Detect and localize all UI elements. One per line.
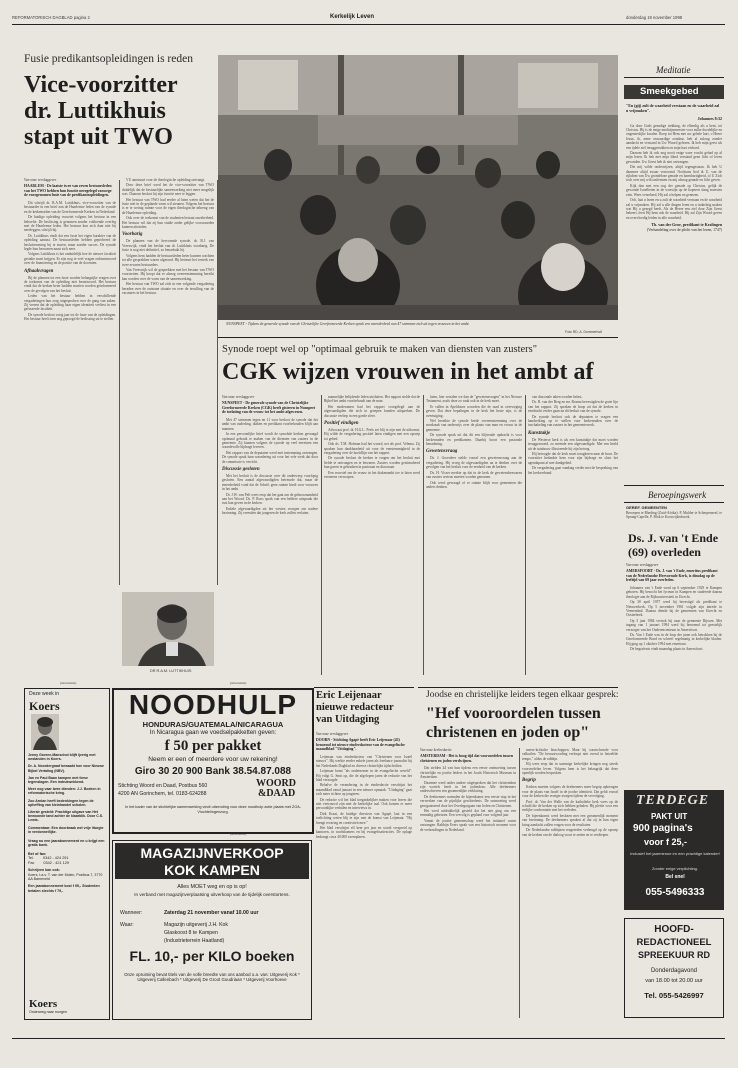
noodhulp-line-1: In Nicaragua gaan we voedselpakketten geven: bbox=[149, 730, 277, 736]
vicevoorzitter-subhead: Afhaakvragen bbox=[24, 268, 54, 274]
meditatie-signature: Th. van der Groe, predikant te Kralingen bbox=[651, 222, 722, 228]
hoofdredactie-title-3: SPREEKUUR RD bbox=[637, 950, 710, 960]
joodse-headline-1: "Hef vooroordelen tussen bbox=[426, 705, 601, 722]
meditatie-label: Meditatie bbox=[656, 65, 691, 75]
magazijn-adv-tag: (advertentie) bbox=[230, 832, 247, 836]
cgk-column-4: van diaconale taken worden belast. Ds. R. van der Berg en mr. Bosma bevestigden de grote lijn van het rapport. Zij spraken de hoop uit dat de kerken in eendracht verder gaan na dit besluit van de synode. De synode besloot ook de deputaten te vragen een handreiking op te stellen voor kerkenraden over de inschakeling van zusters in het gemeentewerk. Kunsttakje De Westerse kerk is als een kunsttakje dat moet worden teruggesnoeid, zo meende een afgevaardigde. Met een beeld uit de tuinbouw illustreerde hij zijn betoog. Hij betoogde dat de kerk moet terugkeren naar de bron. De voorzitter bedankte hem voor zijn bijdrage en sloot het agendapunt af met dankgebed. De vergadering gaat vandaag verder met de bespreking van het kerkverband. bbox=[528, 395, 618, 475]
beroepingswerk-label: Beroepingswerk bbox=[648, 490, 707, 500]
magazijn-where-1: Magazijn uitgeverij J.H. Kok bbox=[164, 922, 229, 928]
masthead-date: donderdag 19 november 1998 bbox=[626, 15, 683, 20]
koers-fax-label: Fax bbox=[28, 860, 35, 865]
cgk-column-3: laten, hier vertalen we dan de "gewetensvragen" in het Nieuwe Testament, zoals deze zo vaak ook in de kerk moet. Er vallen in Apeldoorn woorden die de raad in overweging geven. Dat deze bepalingen in de kerk het beste zijn, is de overtuiging. Wel bereikte de synode brede overeenstemming over de noodzaak van onderwijs over de plaats van man en vrouw in de gemeente. De synode sprak uit dat dit een blijvende opdracht is voor kerkenraden en predikanten. Daarbij hoort een pastorale benadering. Gewetensvraag Ds. J. Groenleer stelde vooraf een gewetensvraag aan de vergadering. Hij vroeg de afgevaardigden na te denken over de gevolgen van het besluit voor de eenheid van de kerken. Ds. H. Visser merkte op dat in de kerk de gewetensbezwaren van zusters serieus moeten worden genomen. Ook werd gevraagd of er ruimte blijft voor gemeenten die anders denken. bbox=[426, 395, 522, 489]
terdege-phone[interactable]: 055-5496333 bbox=[645, 887, 705, 898]
koers-items bbox=[28, 753, 106, 893]
cgk-byline: Van onze verslaggever bbox=[222, 395, 255, 399]
cgk-lead: NUNSPEET - De generale synode van de Christelijke Gereformeerde Kerken (CGK) heeft gisteren in Nunspeet de toelating van de vrouw tot het ambt afgewezen. bbox=[222, 401, 316, 415]
jan-ende-lead: AMERSFOORT - Ds. J. van 't Ende, emeritus predikant van de Nederlandse Hervormde Kerk, is dinsdag op de leeftijd van 69 jaar overleden. bbox=[626, 569, 718, 583]
jan-ende-headline: Ds. J. van 't Ende (69) overleden bbox=[628, 531, 719, 559]
vicevoorzitter-byline: Van onze verslaggever bbox=[24, 178, 57, 182]
leijenaar-lead: DOORN - Stichting Agapè heeft Eric Leijenaar (43) benoemd tot nieuwe eindredacteur van de evangelische maandblad "Uitdaging". bbox=[316, 738, 405, 752]
terdege-line-1: PAKT UIT bbox=[651, 812, 688, 821]
magazijn-title-1: MAGAZIJNVERKOOP bbox=[140, 845, 284, 861]
hoofdredactie-line-1: Donderdagavond bbox=[650, 968, 698, 974]
meditatie-verse: "En (gij) zult de waarheid verstaan en de waarheid zal u vrijmaken". bbox=[626, 103, 720, 113]
leijenaar-byline: Van onze verslaggever bbox=[316, 732, 349, 736]
meditatie-title: Smeekgebed bbox=[640, 86, 699, 97]
noodhulp-address-1: Stichting Woord en Daad, Postbus 560 bbox=[118, 783, 208, 789]
vicevoorzitter-lead: HAARLEM - De laatste twee van zeven bestuursleden van het TWO hebben hun functie neergelegd vanwege de voorgenomen fusie van de predikantsopleidingen. bbox=[24, 184, 112, 198]
koers-phone[interactable]: 0342 - 424 291 bbox=[42, 856, 69, 861]
leijenaar-headline-2: nieuwe redacteur bbox=[316, 702, 394, 713]
terdege-line-6: Bel snel bbox=[665, 874, 685, 880]
magazijn-where-2: Glaskoost 8 te Kampen bbox=[164, 930, 218, 936]
cgk-kicker: Synode roept wel op "optimaal gebruik te maken van diensten van zusters" bbox=[222, 344, 538, 355]
terdege-line-2: 900 pagina's bbox=[633, 823, 693, 834]
noodhulp-price: f 50 per pakket bbox=[164, 738, 262, 754]
koers-contact-label: Bel of fax: bbox=[28, 851, 47, 856]
terdege-title: TERDEGE bbox=[636, 793, 710, 808]
meditatie-body: "En (gij) zult de waarheid verstaan en de waarheid zal u vrijmaken". Johannes 8:32 Ga door Gods genadige trekking, de ellendig als u bent, tot Christus. Hij is de enige medicijnmeester voor zulke doodelijke en ongeneeslijke kwalen. Roep tot Hem met uw gehele hart, o Heere Jezus, ik, arme onwaardige zondaar, heb al zulong zonder aandacht en verstand in Uw Woord gelezen. Ik heb mijn geest als een ijdele ziel teruggetrokken en mijn hart verhard. Daarom heb ik ook nog nooit enige ware vrucht gehad op al mijn lezen. Ik heb met mijn blind verstand geen licht of leven gevonden. Uw Geest heb ik niet ontvangen. Die mij wilde onderwijzen, altijd tegengestaan. Ik heb U daarmee altijd zwaar vertoornd. Nochtans lied ik U, van de rijkdom van Uw grondeloze genade en barmhartigheid, of U Zich toch over mij wilt ontfermen en mij alsnog genade en licht geven. Kijk dan met een oog der genade op Christus, gelijk de gewonde Israëlieten in de woestijn op de koperen slang moesten zien. Wees verzekerd, Hij zal u helpen en genezen. Och, laat u lezen en u zult de waarheid verstaan en de waarheid zal u vrijmaken. Hij zal u alle dingen leren en u indachtig maken wat Hij u gezegd heeft. Als de Heere een ziel door Zijn Geest bekeert, leert Hij hem ook de waarheid. Hij zal Zijn Woord geven en overvloedig leiden in alle waarheid. Th. van der Groe, predikant te Kralingen (Verhandeling over de plicht van het lezen, 1747) bbox=[626, 103, 722, 232]
magazijn-line-1: Alles MOET weg en op is op! bbox=[177, 884, 247, 890]
vicevoorzitter-column-2: VU aanstuurt voor de theologische opleiding ontvangt. Door deze brief werd het de vice-voorzitter van TWO duidelijk dat de bestuurlijke samenwerking niet meer mogelijk was. Daarom besloot hij zijn functie neer te leggen. Het bestuur van TWO had eerder al laten weten dat het de fusie niet in de geplande vorm wil steunen. Volgens het bestuur is er te weinig ruimte voor de eigen theologische inbreng van de Haarlemse opleiding. Ook over de toekomst van de studenten bestaat onzekerheid. Het bestuur wil dat zij hun studie onder gelijke voorwaarden kunnen afronden. Voorbarig De plannen van de hervormde synode, dr. B.J. van Vreeswijk, vindt het besluit van dr. Luttikhuis voorbarig. De fusie is nog niet definitief, zo benadrukt hij. Volgens hem hadden de bestuursleden beter kunnen wachten tot alle gesprekken waren afgerond. Hij betreurt het vertrek van twee ervaren bestuurders. Van Vreeswijk wil de gesprekken met het bestuur van TWO voortzetten. Hij hoopt dat er alsnog overeenstemming bereikt kan worden over de vorm van de samenwerking. Het bestuur van TWO zal zich in een volgende vergadering beraden over de ontstane situatie en over de invulling van de vacatures in het bestuur. bbox=[122, 178, 214, 295]
magazijn-when: Zaterdag 21 november vanaf 10.00 uur bbox=[164, 910, 259, 916]
vicevoorzitter-headline-3: stapt uit TWO bbox=[24, 124, 173, 150]
noodhulp-giro[interactable]: Giro 30 20 900 Bank 38.54.87.088 bbox=[134, 766, 292, 777]
koers-title-2: Koers bbox=[29, 699, 60, 713]
koers-write-text: Koers, t.a.v. T. van der Molen, Postbus 7, 3770 AA Barneveld bbox=[28, 872, 103, 882]
jan-ende-byline: Van onze verslaggever bbox=[626, 563, 659, 567]
cgk-subhead-3: Gewetensvraag bbox=[426, 449, 458, 455]
koers-item-3: Jan en Paul Baan kampen met forse tegenslagen. Een indrukwekkend. bbox=[28, 775, 88, 785]
joodse-lead: AMSTERDAM - Het is hoog tijd dat vooroordelen tussen christenen en joden verdwijnen. bbox=[420, 754, 513, 763]
cgk-subhead-1: Discussie gesloten bbox=[222, 466, 260, 472]
synode-photo bbox=[218, 55, 618, 320]
joodse-kicker: Joodse en christelijke leiders tegen elkaar gesprek: bbox=[426, 690, 619, 700]
hoofdredactie-title-1: HOOFD- bbox=[654, 924, 694, 935]
magazijn-title-2: KOK KAMPEN bbox=[164, 862, 260, 878]
cgk-headline: CGK wijzen vrouwen in het ambt af bbox=[222, 359, 594, 385]
jan-ende-body: Van onze verslaggever AMERSFOORT - Ds. J. van 't Ende, emeritus predikant van de Nederlandse Hervormde Kerk, is dinsdag op de leeftijd van 69 jaar overleden. Johannes van 't Ende werd op 6 september 1929 te Kampen geboren. Hij bezocht het lyceum in Kampen en studeerde daarna theologie aan de Rijksuniversiteit in Utrecht. Op 30 april 1957 werd hij bevestigd als predikant te Nieuwerkerk. Op 5 november 1961 volgde zijn intrede in Veenendaal. Daarna diende hij de gemeenten van Utrecht en Oosterbeek. Op 3 juni 1984 vertrok hij naar de gemeente Rijssen. Met ingang van 1 januari 1994 werd hij benoemd tot geestelijk verzorger van het Ouderencentrum in Amersfoort. Ds. Van 't Ende was in de loop der jaren ook betrokken bij de Gereformeerde Bond en schreef regelmatig in kerkelijke bladen. Hij ging op 1 oktober 1994 met emeritaat. De begrafenis vindt maandag plaats in Amersfoort. bbox=[626, 563, 722, 652]
synode-photo-caption: NUNSPEET - Tijdens de generale synode van de Christelijke Gereformeerde Kerken sprak een meerderheid van 47 stemmen zich uit tegen vrouwen in het ambt. bbox=[226, 322, 470, 326]
meditatie-signature-note: (Verhandeling over de plicht van het lezen, 1747) bbox=[646, 227, 722, 232]
koers-item-7: Commentaar: Een doorbraak wel vrije liturgie in verdonnellijke. bbox=[28, 825, 104, 834]
magazijn-where-label: Waar: bbox=[120, 922, 134, 928]
koers-phone-label: Tel. bbox=[28, 856, 34, 861]
magazijn-price: FL. 10,- per KILO boeken bbox=[129, 948, 295, 964]
leijenaar-headline-1: Eric Leijenaar bbox=[316, 690, 382, 701]
koers-item-2: Dr. A. Noordergraaf bewaakt hoe voor Nieuwe Bijbel Vertaling (NBV). bbox=[28, 764, 104, 773]
leijenaar-headline-3: van Uitdaging bbox=[316, 714, 380, 725]
cgk-subhead-4: Kunsttakje bbox=[528, 430, 551, 436]
koers-fax[interactable]: 0342 - 421 129 bbox=[43, 860, 69, 865]
vicevoorzitter-kicker: Fusie predikantsopleidingen is reden bbox=[24, 53, 193, 65]
koers-portrait bbox=[31, 714, 59, 750]
hoofdredactie-line-2: van 18.00 tot 20.00 uur bbox=[645, 978, 703, 984]
cgk-column-2: mannelijke belijdende leden uitsluiten. Het rapport stelde dat de Bijbel het ambt voorbehoudt aan de man. Het moderamen had het rapport voorgelegd aan de afgevaardigden die zich in groepen konden uitspreken. De discussie verliep in een goede sfeer. Positief eindigen Advocaat prof. dr. H.G.L. Peels zei blij te zijn met de uitkomst. Hij wilde de vergadering positief laten eindigen met een oproep tot gebed. Ook ds. T.M. Hofman had het woord, net als prof. Velema. Zij spraken hun dankbaarheid uit voor de eenstemmigheid in de vergadering over de hoofdlijn van het rapport. De synode besloot de kerken te vragen om het besluit met liefde te ontvangen en te bewaren. Zusters worden gestimuleerd hun gaven te gebruiken in pastoraat en diaconaat. Een voorstel om de vrouw in het diakenambt toe te laten werd eveneens verworpen. bbox=[324, 395, 420, 480]
leijenaar-body: Van onze verslaggever DOORN - Stichting Agapè heeft Eric Leijenaar (43) benoemd tot nieuwe eindredacteur van de evangelische maandblad "Uitdaging". Leijenaar was eindredacteur van "Christenen voor Israël nieuws". Hij werkte eerder enkele jaren als freelance journalist bij het Nederlands Dagblad en diverse christelijke tijdschriften. Leijenaar komt "als ondernemer in de evangelische wereld". Hij volgt G. Smit op, die de afgelopen jaren de redactie van het blad verzorgde. Behalve de verandering in de eindredactie verschijnt het maandblad vanaf januari in een nieuwe opmaak. "Uitdaging" gaat zich meer richten op jongeren. De redactie wil het blad toegankelijker maken voor lezers die niet vertrouwd zijn met de kerkelijke taal. Ook komen er meer persoonlijke verhalen en interviews in. Dirk Kraai, de huidige directeur van Agapè, laat in een toelichting weten blij te zijn met de komst van Leijenaar. "Hij brengt ervaring en creativiteit mee." Het blad verschijnt elf keer per jaar en wordt verspreid op kantoren, in wachtkamers en bij evangelisatieacties. De oplage bedraagt circa 40.000 exemplaren. bbox=[316, 732, 412, 839]
noodhulp-footnote: In het kader van de stichtelijke samenwerking vindt uitzending voor deze noodhulp actie plaats met ZOA-Vluchtelingenzorg. bbox=[124, 805, 302, 814]
luttikhuis-photo bbox=[122, 592, 214, 666]
noodhulp-subtitle: HONDURAS/GUATEMALA/NICARAGUA bbox=[142, 720, 284, 729]
joodse-subhead: Begrip bbox=[522, 778, 536, 784]
vicevoorzitter-headline-1: Vice-voorzitter bbox=[24, 72, 178, 98]
luttikhuis-caption: DR R.A.M. LUTTIKHUIS bbox=[150, 669, 192, 673]
koers-item-6: Literair gesteld: Prachtige uitgave van Het bewoonde land achter de klaarblik. Door C.S. Lewis. bbox=[28, 810, 104, 823]
noodhulp-line-2: Neem er een of meerdere voor uw rekening! bbox=[148, 756, 278, 763]
meditatie-reference: Johannes 8:32 bbox=[697, 115, 722, 121]
koers-price: Een jaarabonnement kost f 95,- Studenten betalen slechts f 79,- bbox=[28, 884, 100, 893]
terdege-line-5: Zonder enige verplichting. bbox=[651, 866, 699, 871]
magazijn-when-label: Wanneer: bbox=[120, 910, 143, 916]
terdege-line-4: Inclusief het jaarmenue en een prachtige kalender! bbox=[630, 851, 720, 856]
magazijn-footnote: Onze opruiming bevat titels van de volle breedte van ons aanbod o.a. van: Uitgeverij Kok * Uitgeverij Callenbach * Uitgeverij De Groot Goudriaan * Uitgeverij Voorhoeve bbox=[124, 972, 300, 983]
magazijn-where-3: (Industrieterrein Haatland) bbox=[164, 938, 225, 944]
terdege-line-3: voor f 25,- bbox=[644, 837, 688, 847]
koers-footer-brand: Koers bbox=[29, 998, 58, 1010]
beroepingswerk-body: GEREF. GEMEENTEN Beroepen te Rheding (Zuid-Afrika): P. Mulder te Scherpenzeel, te Sprang-Capelle, P. Blok te Kootwijkerbroek. bbox=[626, 505, 722, 520]
koers-footer-text: Onderweg naar morgen bbox=[29, 1010, 67, 1014]
vicevoorzitter-subhead-2: Voorbarig bbox=[122, 232, 143, 238]
koers-adv-tag: (advertentie) bbox=[60, 681, 77, 685]
noodhulp-title: NOODHULP bbox=[128, 689, 298, 720]
joodse-column-1: Van onze kerkredactie AMSTERDAM - Het is hoog tijd dat vooroordelen tussen christenen en joden verdwijnen. Dat stelden 24 van hun tijdens een eerste ontmoeting tussen christelijke en joodse leiders in het Joods Historisch Museum in Amsterdam. Daarmee werd onder andere uitgesproken dat het christendom zijn wortels heeft in het jodendom. Alle deelnemers onderschreven een gezamenlijke verklaring. De deelnemers noemden de bijeenkomst een eerste stap in het verwerken van de pijnlijke geschiedenis. De ontmoeting werd georganiseerd door het Overlegorgaan van Joden en Christenen. Het werd uitdrukkelijk gesteld dat het niet ging om een eenmalig gebeuren. Een vervolg is gepland voor volgend jaar. Vanuit de joodse gemeenschap werd het initiatief warm ontvangen. Rabbijn Evers sprak van een historisch moment voor de verhoudingen in Nederland. bbox=[420, 748, 516, 832]
beroepingswerk-section: GEREF. GEMEENTEN bbox=[626, 505, 667, 510]
noodhulp-address-2: 4200 AN Gorinchem, tel. 0183-624288 bbox=[118, 791, 207, 797]
cgk-column-1: Van onze verslaggever NUNSPEET - De generale synode van de Christelijke Gereformeerde Kerken (CGK) heeft gisteren in Nunspeet de toelating van de vrouw tot het ambt afgewezen. Met 47 stemmen tegen en 11 voor besloot de synode dat het ambt van ouderling, diaken en predikant voorbehouden blijft aan mannen. In een persoonlijke brief wordt de synodale kerken gevraagd optimaal gebruik te maken van de diensten van zusters in de gemeente. Zij kunnen volgens de synode op veel terreinen een waardevolle bijdrage leveren. Het rapport van de deputaten werd met instemming ontvangen. De synode sprak haar waardering uit voor het vele werk dat door de commissie is verricht. Discussie gesloten Met het besluit is de discussie over dit onderwerp voorlopig gesloten. Een aantal afgevaardigden betreurde dat, maar de meerderheid vond dat de Schrift geen ruimte biedt voor vrouwen in het ambt. Dr. J.W. van Pelt wees erop dat het gaat om de gehoorzaamheid aan het Woord. Ds. P. Roos sprak van een heldere uitspraak die rust kan geven in de kerken. Enkele afgevaardigden uit het westen vroegen om nadere bezinning. Zij vreesden dat jongeren de kerk zullen verlaten. bbox=[222, 395, 318, 516]
koers-item-4: Meer nog vaar twee dienden: J.J. Boeken in reformatorische kring. bbox=[28, 787, 101, 796]
koers-title-1: Deze week in bbox=[29, 691, 60, 697]
joodse-column-2: meest-kritische bisschoppen. Maar hij waarschuwde voor valkuilen. "De bewustwording verloopt niet overal in hetzelfde tempo," aldus de rabbijn. Hij wees erop dat in sommige kerkelijke kringen nog steeds vooroordelen leven. Volgens hem is het belangrijk dat deze openlijk worden besproken. Begrip Kerken moeten volgens de deelnemers meer begrip opbrengen voor de plaats van Israël in de joodse identiteit. Dat geldt vooral voor de kerken die vroeger zwegen tijdens de vervolging. Prof. dr. Van der Walle van de katholieke kerk wees op de schuld die de kerken op zich hebben geladen. Hij pleitte voor een eerlijke confrontatie met het verleden. De bijeenkomst werd besloten met een gezamenlijk moment van bezinning. De deelnemers spraken af dat zij in hun eigen kring aandacht zullen vragen voor de resultaten. De Nederlandse rabbijnen reageerden verheugd op de oproep van de kerken om de dialoog voort te zetten en te verdiepen. bbox=[522, 748, 618, 837]
noodhulp-logo-2: &DAAD bbox=[258, 788, 296, 799]
koers-item-1: Jenny Goeree-Manschot blijft ijverig met onstanden in Koers. bbox=[28, 753, 96, 762]
hoofdredactie-title-2: REDACTIONEEL bbox=[636, 937, 712, 948]
koers-subscribe: Vraag nu een jaarabonnement en u krijgt een gratis boek. bbox=[28, 839, 105, 848]
noodhulp-adv-tag: (advertentie) bbox=[230, 681, 247, 685]
masthead-left: REFORMATORISCH DAGBLAD pagina 2 bbox=[12, 15, 90, 20]
cgk-subhead-2: Positief eindigen bbox=[324, 421, 359, 427]
koers-write-label: Schrijven kan ook: bbox=[28, 868, 60, 873]
synode-photo-credit: Foto RD, A. Dommerholt bbox=[565, 330, 602, 334]
masthead-section: Kerkelijk Leven bbox=[330, 14, 375, 20]
magazijn-line-2: In verband met magazijnverplaatsing uitverkoop van de tijdelijk overstortens. bbox=[134, 892, 290, 897]
koers-item-5: Zoo Arnlan heeft bedenkingen tegen de opheffing van kleinhandel scholen. bbox=[28, 798, 94, 807]
vicevoorzitter-column-1: Van onze verslaggever HAARLEM - De laatste twee van zeven bestuursleden van het TWO hebben hun functie neergelegd vanwege de voorgenomen fusie van de predikantsopleidingen. Dit schrijft dr. R.A.M. Luttikhuis, vice-voorzitter van de bestuurder in een brief aan de Haarlemse leden van de synode en de kerkenraden van de Gereformeerde Kerken in Nederland. De huidige opleiding voorziet volgens het bestuur in een behoefte. De beslissing is genomen zonder voldoende overleg met de Haarlemse leden. Het bestuur kon zich daar niet bij neerleggen, schrijft hij. Dr. Luttikhuis vindt dat een fusie het eigen karakter van de opleiding aantast. De bestuursleden hebben geprobeerd de besluitvorming bij te sturen, maar zonder succes. De synode legde hun bezwaren naast zich neer. Volgens Luttikhuis is het onduidelijk hoe de nieuwe faculteit gestalte moet krijgen. Er zijn nog te veel vragen onbeantwoord over de financiering en de positie van de docenten. Afhaakvragen Bij de plannen tot een fusie worden belangrijke vragen over de toekomst van de opleiding niet beantwoord. Het bestuur vindt dat de kerken beter hadden moeten worden geïnformeerd over de gevolgen van het besluit. Leden van het bestuur hebben in verschillende vergaderingen hun zorg uitgesproken over de gang van zaken. Zij vrezen dat de opleiding haar eigen identiteit verliest in een gefuseerde faculteit. De synode besloot vorig jaar tot de fusie van de opleidingen. Het bestuur heeft toen nog gepoogd de beslissing uit te stellen. bbox=[24, 178, 116, 322]
vicevoorzitter-headline-2: dr. Luttikhuis bbox=[24, 98, 166, 124]
hoofdredactie-line-3[interactable]: Tel. 055-5426997 bbox=[644, 991, 704, 1000]
noodhulp-logo-1: WOORD bbox=[256, 778, 296, 789]
joodse-byline: Van onze kerkredactie bbox=[420, 748, 452, 752]
joodse-headline-2: christenen en joden op" bbox=[426, 724, 590, 741]
